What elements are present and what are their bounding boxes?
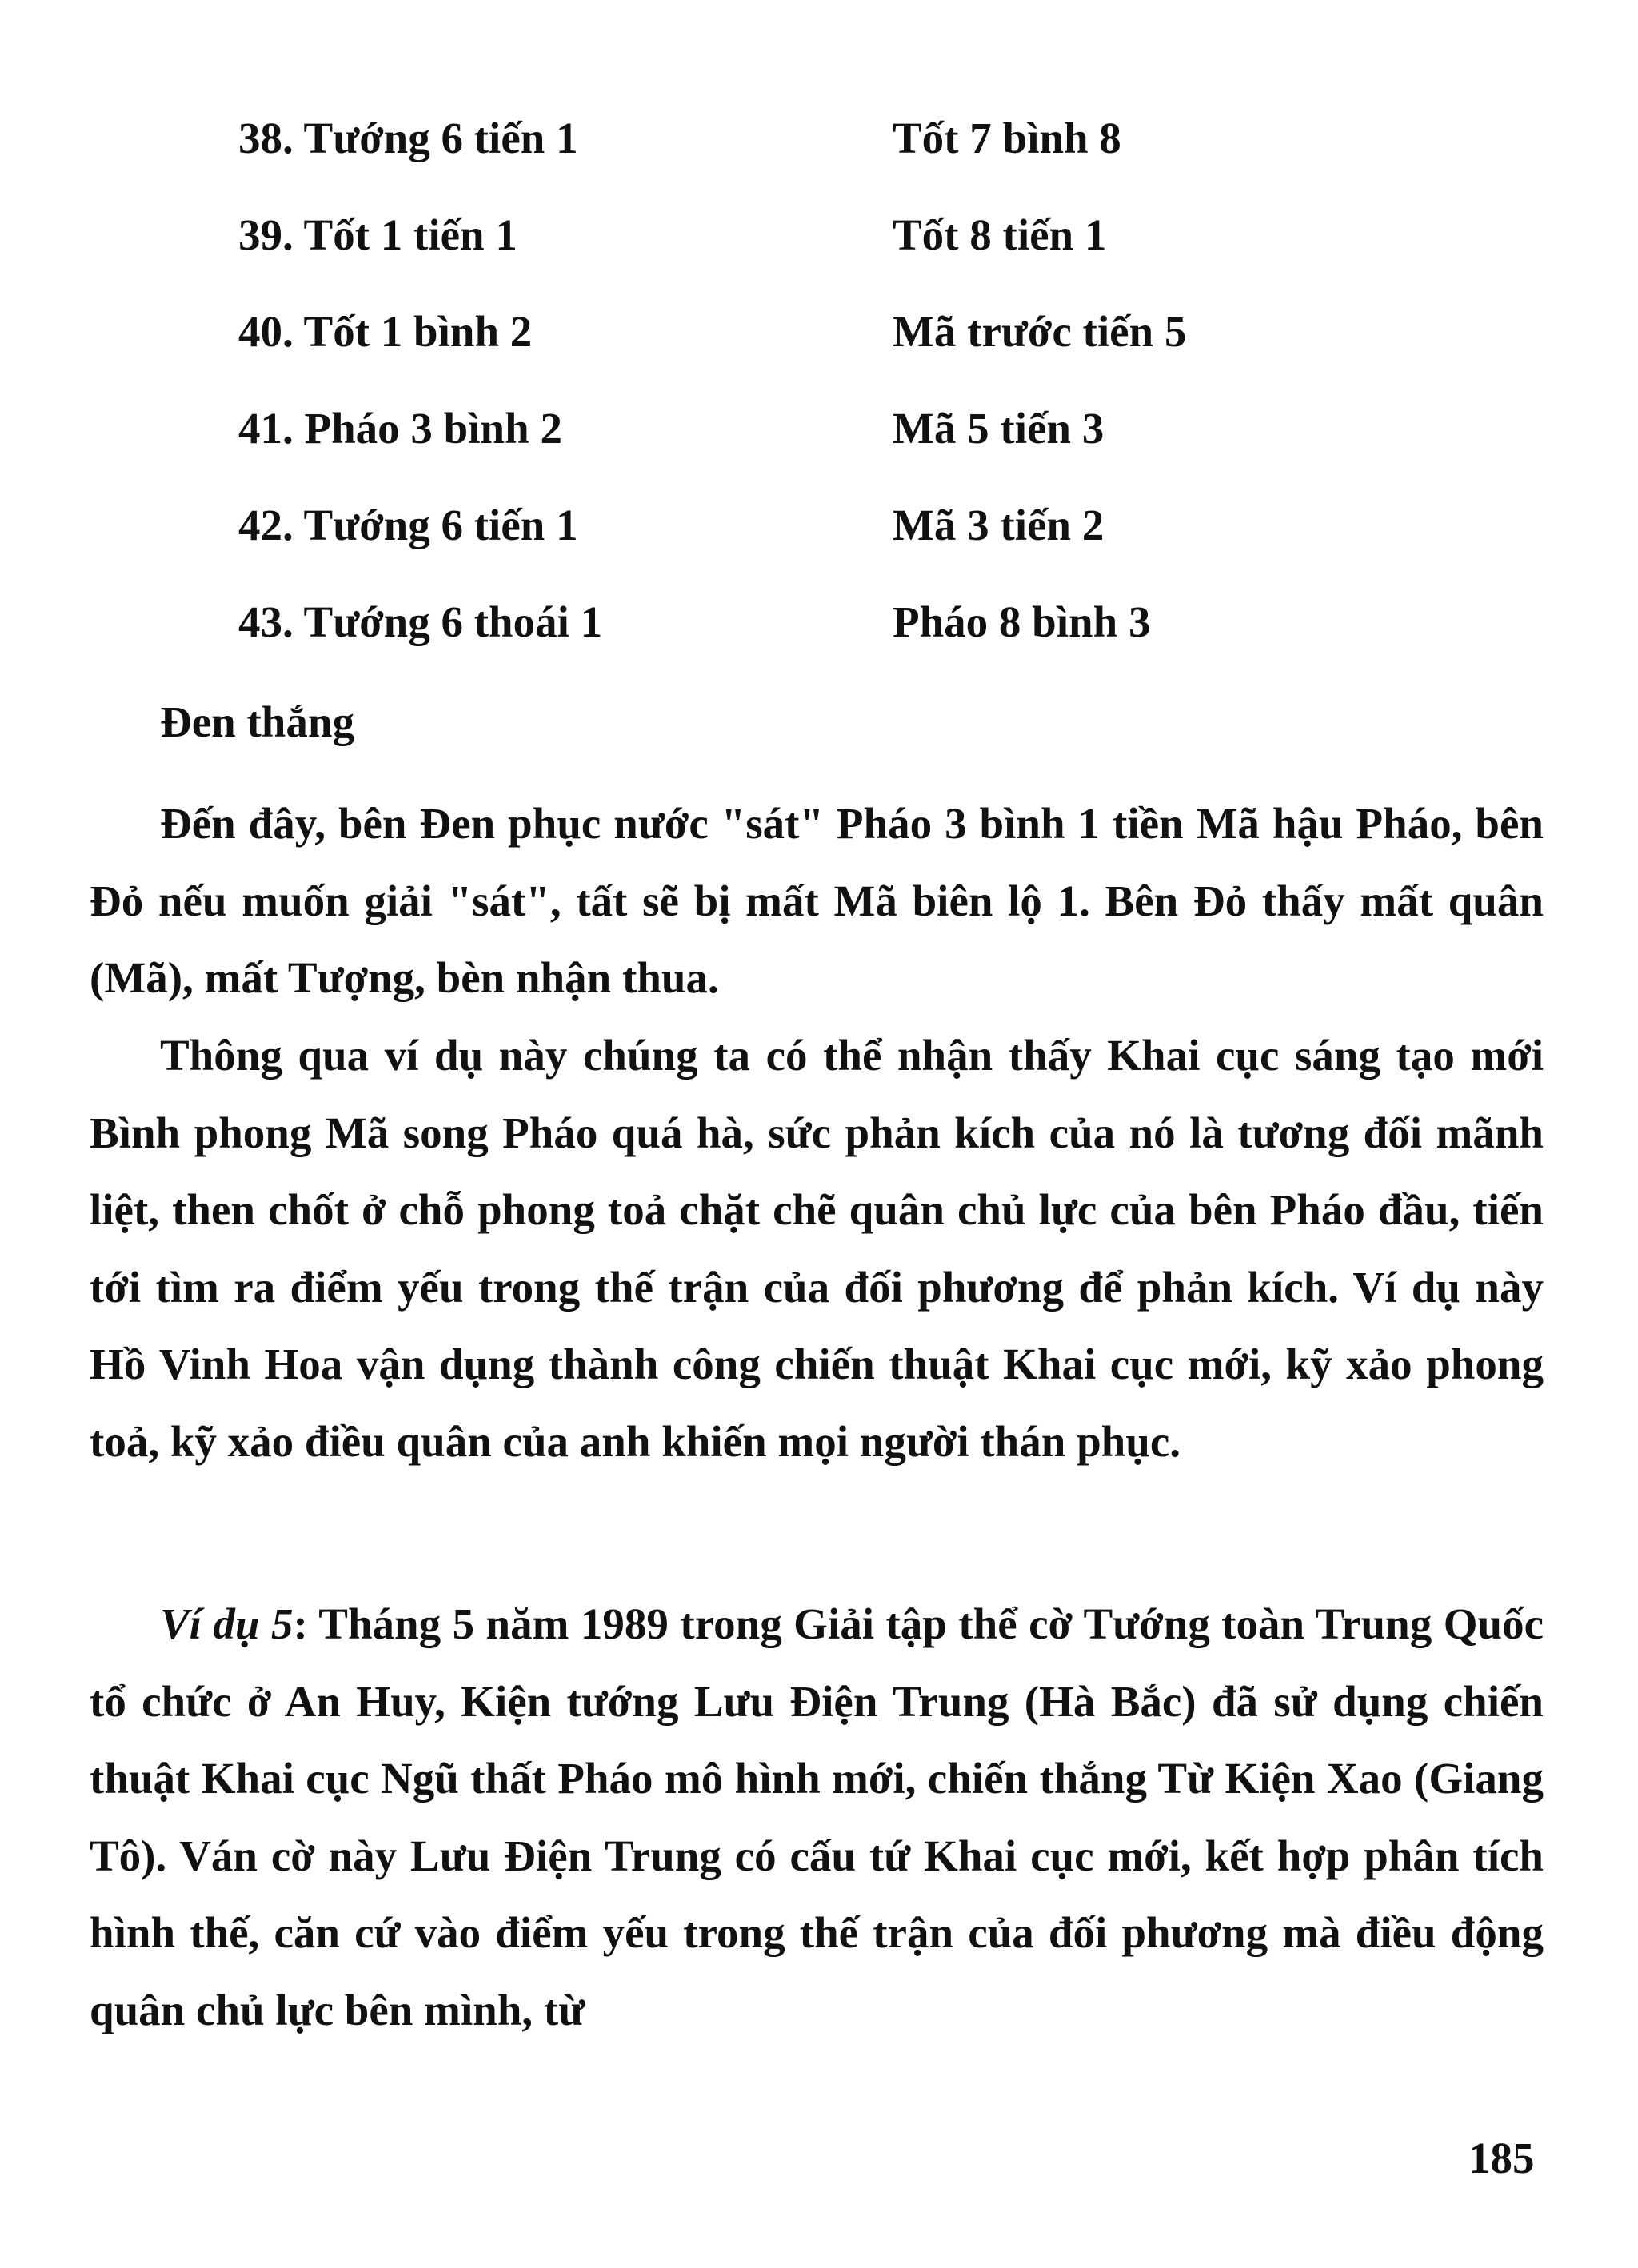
paragraph-example-5	[90, 1586, 1544, 2049]
move-red: 39. Tốt 1 tiến 1	[238, 210, 517, 259]
move-black: Pháo 8 bình 3	[893, 597, 1151, 646]
game-result: Đen thắng	[160, 697, 354, 746]
move-red: 41. Pháo 3 bình 2	[238, 404, 562, 453]
paragraph-conclusion: Đến đây, bên Đen phục nước "sát" Pháo 3 bình 1 tiền Mã hậu Pháo, bên Đỏ nếu muốn giải "sát", tất sẽ bị mất Mã biên lộ 1. Bên Đỏ thấy mất quân (Mã), mất Tượng, bèn nhận thua.	[90, 799, 1544, 1002]
move-red: 40. Tốt 1 bình 2	[238, 307, 533, 356]
move-row	[238, 497, 1518, 594]
move-list	[238, 110, 1518, 691]
move-black: Mã 5 tiến 3	[893, 404, 1105, 453]
paragraph-analysis: Thông qua ví dụ này chúng ta có thể nhận thấy Khai cục sáng tạo mới Bình phong Mã song Pháo quá hà, sức phản kích của nó là tương đối mãnh liệt, then chốt ở chỗ phong toả chặt chẽ quân chủ lực của bên Pháo đầu, tiến tới tìm ra điểm yếu trong thế trận của đối phương để phản kích. Ví dụ này Hồ Vinh Hoa vận dụng thành công chiến thuật Khai cục mới, kỹ xảo phong toả, kỹ xảo điều quân của anh khiến mọi người thán phục.	[90, 1031, 1544, 1466]
move-black: Mã trước tiến 5	[893, 307, 1187, 356]
page-number: 185	[1468, 2134, 1535, 2182]
move-row	[238, 304, 1518, 401]
move-red: 38. Tướng 6 tiến 1	[238, 114, 578, 162]
move-red: 43. Tướng 6 thoái 1	[238, 597, 603, 646]
move-black: Mã 3 tiến 2	[893, 501, 1105, 549]
example-label: Ví dụ 5	[160, 1599, 294, 1648]
move-red: 42. Tướng 6 tiến 1	[238, 501, 578, 549]
move-black: Tốt 7 bình 8	[893, 114, 1121, 162]
example-text: : Tháng 5 năm 1989 trong Giải tập thể cờ Tướng toàn Trung Quốc tổ chức ở An Huy, Kiện tướng Lưu Điện Trung (Hà Bắc) đã sử dụng chiến thuật Khai cục Ngũ thất Pháo mô hình mới, chiến thắng Từ Kiện Xao (Giang Tô). Ván cờ này Lưu Điện Trung có cấu tứ Khai cục mới, kết hợp phân tích hình thế, căn cứ vào điểm yếu trong thế trận của đối phương mà điều động quân chủ lực bên mình, từ	[90, 1599, 1544, 2034]
move-row	[238, 401, 1518, 497]
move-row	[238, 207, 1518, 304]
move-black: Tốt 8 tiến 1	[893, 210, 1107, 259]
move-row	[238, 594, 1518, 691]
move-row	[238, 110, 1518, 207]
